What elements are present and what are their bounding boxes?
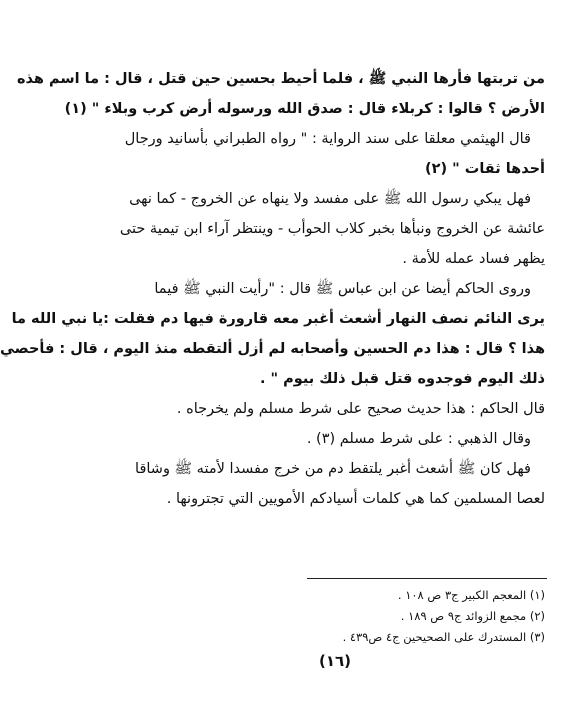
text-line: أحدها ثقات " (٢)	[424, 161, 545, 177]
text-line: فهل كان ﷺ أشعث أغبر يلتقط دم من خرج مفسدا لأمته ﷺ وشاقا	[135, 461, 531, 477]
text-line: ذلك اليوم فوجدوه قتل قبل ذلك بيوم " .	[259, 371, 545, 387]
paragraph	[16, 64, 545, 124]
paragraph	[119, 184, 545, 274]
text-line: يرى النائم نصف النهار أشعث أغبر معه قارورة فيها دم فقلت :يا نبي الله ما	[11, 311, 545, 327]
text-line: فهل يبكي رسول الله ﷺ على مفسد ولا ينهاه عن الخروج - كما نهى	[129, 191, 531, 207]
footnotes	[157, 585, 545, 648]
text-line: من تربتها فأرها النبي ﷺ ، فلما أحيط بحسين حين قتل ، قال : ما اسم هذه	[16, 71, 545, 87]
paragraph	[157, 424, 545, 454]
page-number: (١٦)	[318, 652, 352, 670]
text-line: هذا ؟ قال : هذا دم الحسين وأصحابه لم أزل ألتقطه منذ اليوم ، قال : فأحصي	[0, 341, 545, 357]
text-line: لعصا المسلمين كما هي كلمات أسيادكم الأمويين التي تجترونها .	[166, 491, 545, 507]
paragraph	[0, 274, 545, 394]
text-line: الأرض ؟ قالوا : كربلاء قال : صدق الله ورسوله أرض كرب وبلاء " (١)	[64, 101, 545, 117]
body-text	[0, 64, 545, 514]
text-line: قال الحاكم : هذا حديث صحيح على شرط مسلم ولم يخرجاه .	[176, 401, 545, 417]
text-line: عائشة عن الخروج ونبأها بخبر كلاب الحوأب - وينتظر آراء ابن تيمية حتى	[119, 221, 545, 237]
footnote: (٢) مجمع الزوائد ج٩ ص ١٨٩ .	[400, 609, 545, 623]
paragraph	[124, 124, 545, 184]
footnote-divider	[307, 578, 547, 579]
text-line: وروى الحاكم أيضا عن ابن عباس ﷺ قال : "رأيت النبي ﷺ فيما	[154, 281, 531, 297]
paragraph	[157, 394, 545, 424]
footnote: (٣) المستدرك على الصحيحين ج٤ ص٤٣٩ .	[342, 630, 545, 644]
text-line: وقال الذهبي : على شرط مسلم (٣) .	[306, 431, 531, 447]
footnote: (١) المعجم الكبير ج٣ ص ١٠٨ .	[397, 588, 545, 602]
text-line: يظهر فساد عمله للأمة .	[402, 251, 545, 267]
paragraph	[135, 454, 545, 514]
text-line: قال الهيثمي معلقا على سند الرواية : " رواه الطبراني بأسانيد ورجال	[124, 131, 531, 147]
